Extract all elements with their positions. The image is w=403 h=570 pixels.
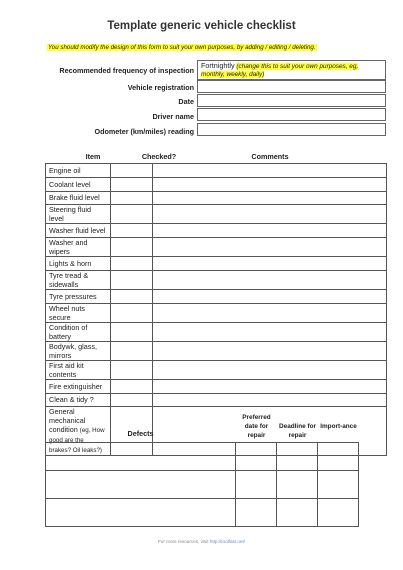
checklist-row (46, 191, 387, 205)
frequency-field[interactable] (197, 60, 386, 80)
registration-label: Vehicle registration (127, 83, 194, 92)
importance-header: Import-ance (320, 423, 357, 430)
checklist-row (46, 303, 387, 322)
defect-description-cell[interactable] (46, 471, 236, 499)
comments-cell[interactable] (152, 164, 386, 178)
checklist-row (46, 322, 387, 341)
defect-row (46, 443, 359, 471)
checked-cell[interactable] (110, 238, 152, 257)
checked-cell[interactable] (110, 341, 152, 360)
comments-cell[interactable] (152, 289, 386, 303)
checked-cell[interactable] (110, 257, 152, 271)
checked-cell[interactable] (110, 322, 152, 341)
checked-cell[interactable] (110, 224, 152, 238)
defect-importance-cell[interactable] (318, 499, 359, 527)
defect-importance-cell[interactable] (318, 443, 359, 471)
general-condition-label: General mechanical condition (49, 407, 86, 435)
footer (0, 539, 403, 544)
item-label: Washer and wipers (46, 238, 111, 257)
checklist-row (46, 238, 387, 257)
item-label: Condition of battery (46, 322, 111, 341)
item-label: Coolant level (46, 177, 111, 191)
checklist-row (46, 205, 387, 224)
checked-cell[interactable] (110, 270, 152, 289)
comments-cell[interactable] (152, 270, 386, 289)
defects-header: Defects (127, 429, 154, 438)
defect-importance-cell[interactable] (318, 471, 359, 499)
deadline-header: Deadline for repair (279, 423, 316, 439)
checked-cell[interactable] (110, 164, 152, 178)
defect-row (46, 499, 359, 527)
date-label: Date (178, 97, 194, 106)
checklist-row (46, 393, 387, 407)
checklist-table (45, 163, 387, 456)
frequency-hint: (change this to suit your own purposes, eg, monthly, weekly, daily) (201, 63, 359, 78)
driver-label: Driver name (152, 112, 194, 121)
checklist-row (46, 164, 387, 178)
checklist-row (46, 257, 387, 271)
defect-deadline-cell[interactable] (277, 471, 318, 499)
item-label: Tyre pressures (46, 289, 111, 303)
checklist-row (46, 270, 387, 289)
comments-cell[interactable] (152, 238, 386, 257)
comments-cell[interactable] (152, 393, 386, 407)
defect-deadline-cell[interactable] (277, 443, 318, 471)
general-condition-hint: (eg, How good are the brakes? Oil leaks?) (49, 427, 105, 455)
date-field[interactable] (197, 94, 386, 107)
defect-row (46, 471, 359, 499)
defect-preferred-cell[interactable] (236, 499, 277, 527)
checked-cell[interactable] (110, 177, 152, 191)
instruction-note: You should modify the design of this form to suit your own purposes, by adding / editing / deleting. (48, 44, 316, 51)
item-label: Washer fluid level (46, 224, 111, 238)
defects-table (45, 442, 359, 527)
frequency-label: Recommended frequency of inspection (59, 66, 194, 75)
comments-cell[interactable] (152, 379, 386, 393)
checklist-row (46, 341, 387, 360)
checked-cell[interactable] (110, 191, 152, 205)
item-label: Wheel nuts secure (46, 303, 111, 322)
checklist-row (46, 379, 387, 393)
checked-cell[interactable] (110, 303, 152, 322)
comments-cell[interactable] (152, 257, 386, 271)
checklist-row (46, 177, 387, 191)
frequency-value: Fortnightly (201, 61, 235, 70)
defect-deadline-cell[interactable] (277, 499, 318, 527)
checked-cell[interactable] (110, 379, 152, 393)
item-header: Item (85, 152, 101, 161)
page-title: Template generic vehicle checklist (107, 20, 296, 32)
comments-cell[interactable] (152, 341, 386, 360)
comments-cell[interactable] (152, 177, 386, 191)
item-label: Brake fluid level (46, 191, 111, 205)
preferred-date-header: Preferred date for repair (242, 414, 271, 439)
comments-cell[interactable] (152, 360, 386, 379)
checked-cell[interactable] (110, 289, 152, 303)
odometer-label: Odometer (km/miles) reading (94, 127, 194, 136)
checked-cell[interactable] (110, 360, 152, 379)
item-label: Tyre tread & sidewalls (46, 270, 111, 289)
driver-field[interactable] (197, 108, 386, 121)
comments-cell[interactable] (152, 224, 386, 238)
defect-description-cell[interactable] (46, 499, 236, 527)
registration-field[interactable] (197, 80, 386, 93)
item-label: Lights & horn (46, 257, 111, 271)
comments-cell[interactable] (152, 191, 386, 205)
checked-cell[interactable] (110, 393, 152, 407)
odometer-field[interactable] (197, 123, 386, 136)
defect-description-cell[interactable] (46, 443, 236, 471)
footer-link[interactable]: http://toolfast.net/ (209, 539, 246, 544)
comments-cell[interactable] (152, 322, 386, 341)
comments-header: Comments (251, 152, 289, 161)
checklist-row (46, 224, 387, 238)
defect-preferred-cell[interactable] (236, 443, 277, 471)
item-label: First aid kit contents (46, 360, 111, 379)
item-label: Bodywk, glass, mirrors (46, 341, 111, 360)
item-label: Fire extinguisher (46, 379, 111, 393)
checked-header: Checked? (141, 152, 177, 161)
footer-text: For more resources, visit (157, 539, 209, 544)
checklist-row (46, 360, 387, 379)
comments-cell[interactable] (152, 205, 386, 224)
defect-preferred-cell[interactable] (236, 471, 277, 499)
item-label: Steering fluid level (46, 205, 111, 224)
checklist-row (46, 289, 387, 303)
comments-cell[interactable] (152, 303, 386, 322)
checked-cell[interactable] (110, 205, 152, 224)
item-label: Clean & tidy ? (46, 393, 111, 407)
item-label: Engine oil (46, 164, 111, 178)
